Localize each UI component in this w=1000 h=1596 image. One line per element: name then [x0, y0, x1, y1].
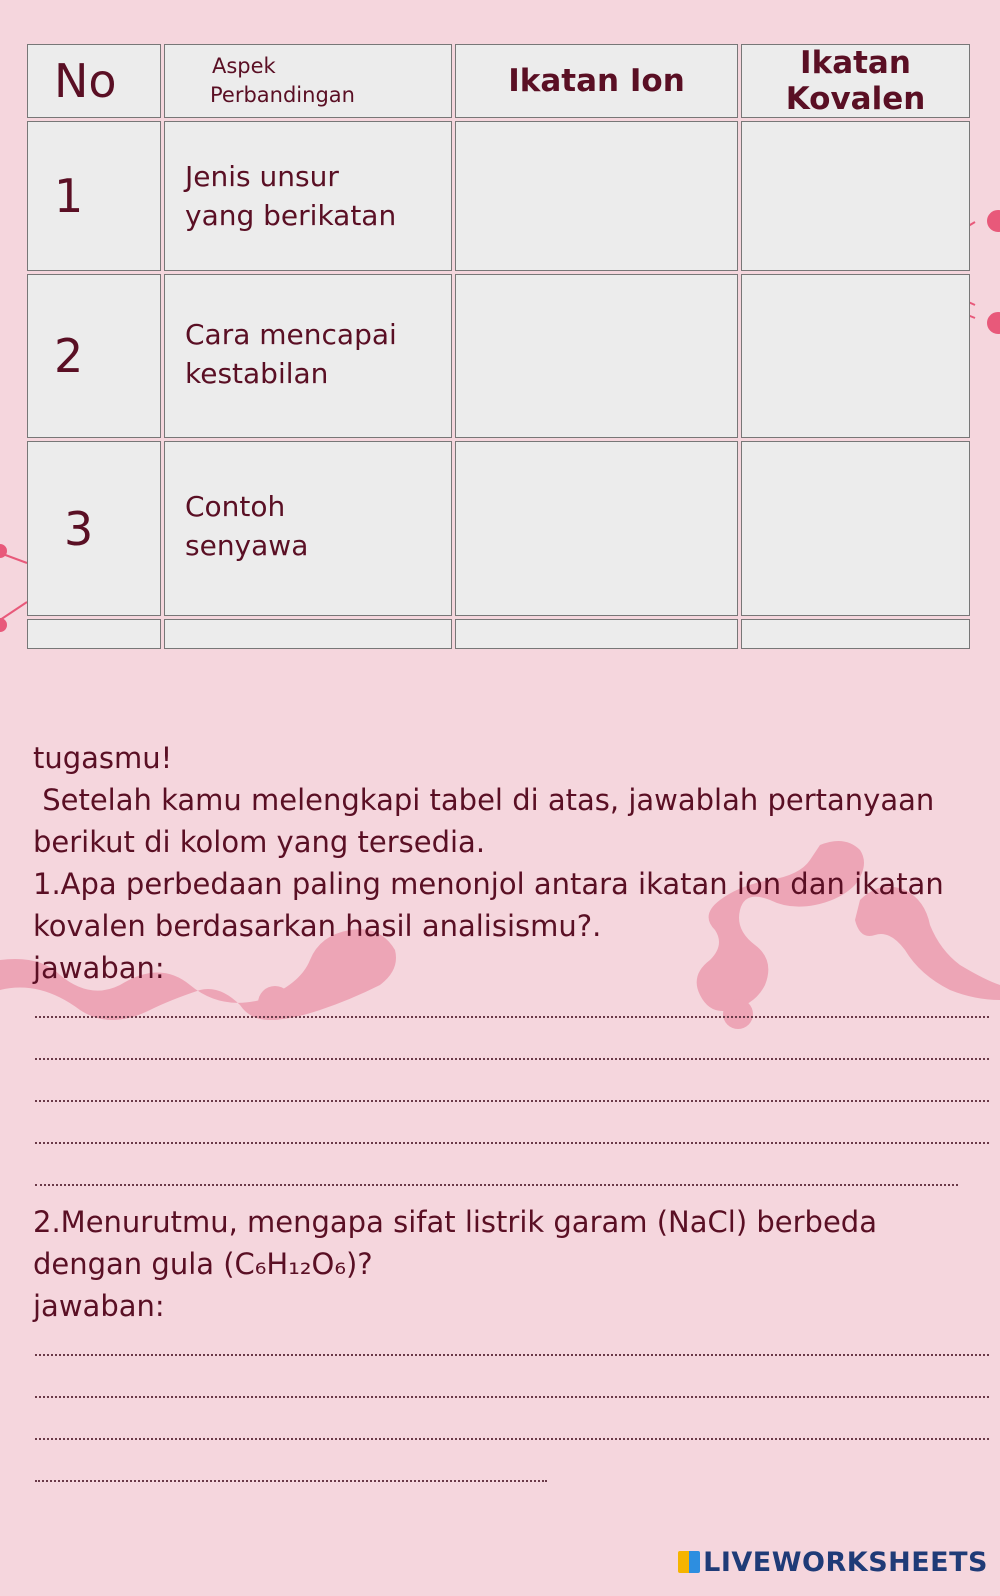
question2-answer-label: jawaban: [33, 1289, 165, 1323]
header-no: No [27, 44, 161, 118]
row-aspect-line1: Contoh [185, 490, 286, 523]
answer-cell-kovalen-1[interactable] [741, 121, 970, 271]
row-aspect [164, 274, 452, 438]
header-ikatan-kovalen: Ikatan Kovalen [741, 44, 970, 118]
row-aspect [164, 441, 452, 616]
answer1-line-1[interactable] [35, 1016, 989, 1018]
answer-cell-kovalen-3[interactable] [741, 441, 970, 616]
row-aspect [164, 121, 452, 271]
empty-cell [741, 619, 970, 649]
header-aspek-line2: Perbandingan [210, 83, 355, 107]
question2-line2: dengan gula (C₆H₁₂O₆)? [33, 1247, 373, 1281]
question1-answer-label: jawaban: [33, 951, 165, 985]
question1-line1: 1.Apa perbedaan paling menonjol antara ikatan ion dan ikatan [33, 867, 944, 901]
liveworksheets-logo-icon [678, 1551, 700, 1573]
instruction-line2: berikut di kolom yang tersedia. [33, 825, 486, 859]
row-number: 2 [27, 274, 161, 438]
row-aspect-line1: Cara mencapai [185, 318, 397, 351]
empty-cell [455, 619, 738, 649]
row-aspect-line2: kestabilan [185, 357, 329, 390]
row-aspect-line2: senyawa [185, 529, 309, 562]
answer-cell-ion-1[interactable] [455, 121, 738, 271]
table-row [27, 274, 970, 438]
table-row [27, 441, 970, 616]
row-number: 1 [27, 121, 161, 271]
empty-cell [27, 619, 161, 649]
comparison-table-wrapper [27, 44, 973, 652]
question2-line1: 2.Menurutmu, mengapa sifat listrik garam (NaCl) berbeda [33, 1205, 877, 1239]
answer1-line-5[interactable] [35, 1184, 958, 1186]
answer2-line-4[interactable] [35, 1480, 547, 1482]
table-row [27, 121, 970, 271]
header-aspek-line1: Aspek [212, 54, 276, 78]
header-aspek [164, 44, 452, 118]
answer2-line-3[interactable] [35, 1438, 989, 1440]
comparison-table [24, 41, 973, 652]
question1-line2: kovalen berdasarkan hasil analisismu?. [33, 909, 602, 943]
row-aspect-line1: Jenis unsur [185, 160, 339, 193]
row-number: 3 [27, 441, 161, 616]
answer2-line-2[interactable] [35, 1396, 989, 1398]
answer2-line-1[interactable] [35, 1354, 989, 1356]
answer1-line-3[interactable] [35, 1100, 989, 1102]
row-aspect-line2: yang berikatan [185, 199, 397, 232]
header-ikatan-ion: Ikatan Ion [455, 44, 738, 118]
liveworksheets-logo [678, 1547, 988, 1578]
table-row-empty [27, 619, 970, 649]
task-heading: tugasmu! [33, 741, 173, 775]
answer-cell-ion-3[interactable] [455, 441, 738, 616]
answer1-line-4[interactable] [35, 1142, 989, 1144]
empty-cell [164, 619, 452, 649]
brand-text: LIVEWORKSHEETS [703, 1547, 988, 1578]
answer1-line-2[interactable] [35, 1058, 989, 1060]
instruction-line1: Setelah kamu melengkapi tabel di atas, jawablah pertanyaan [33, 783, 935, 817]
table-header-row [27, 44, 970, 118]
answer-cell-kovalen-2[interactable] [741, 274, 970, 438]
answer-cell-ion-2[interactable] [455, 274, 738, 438]
